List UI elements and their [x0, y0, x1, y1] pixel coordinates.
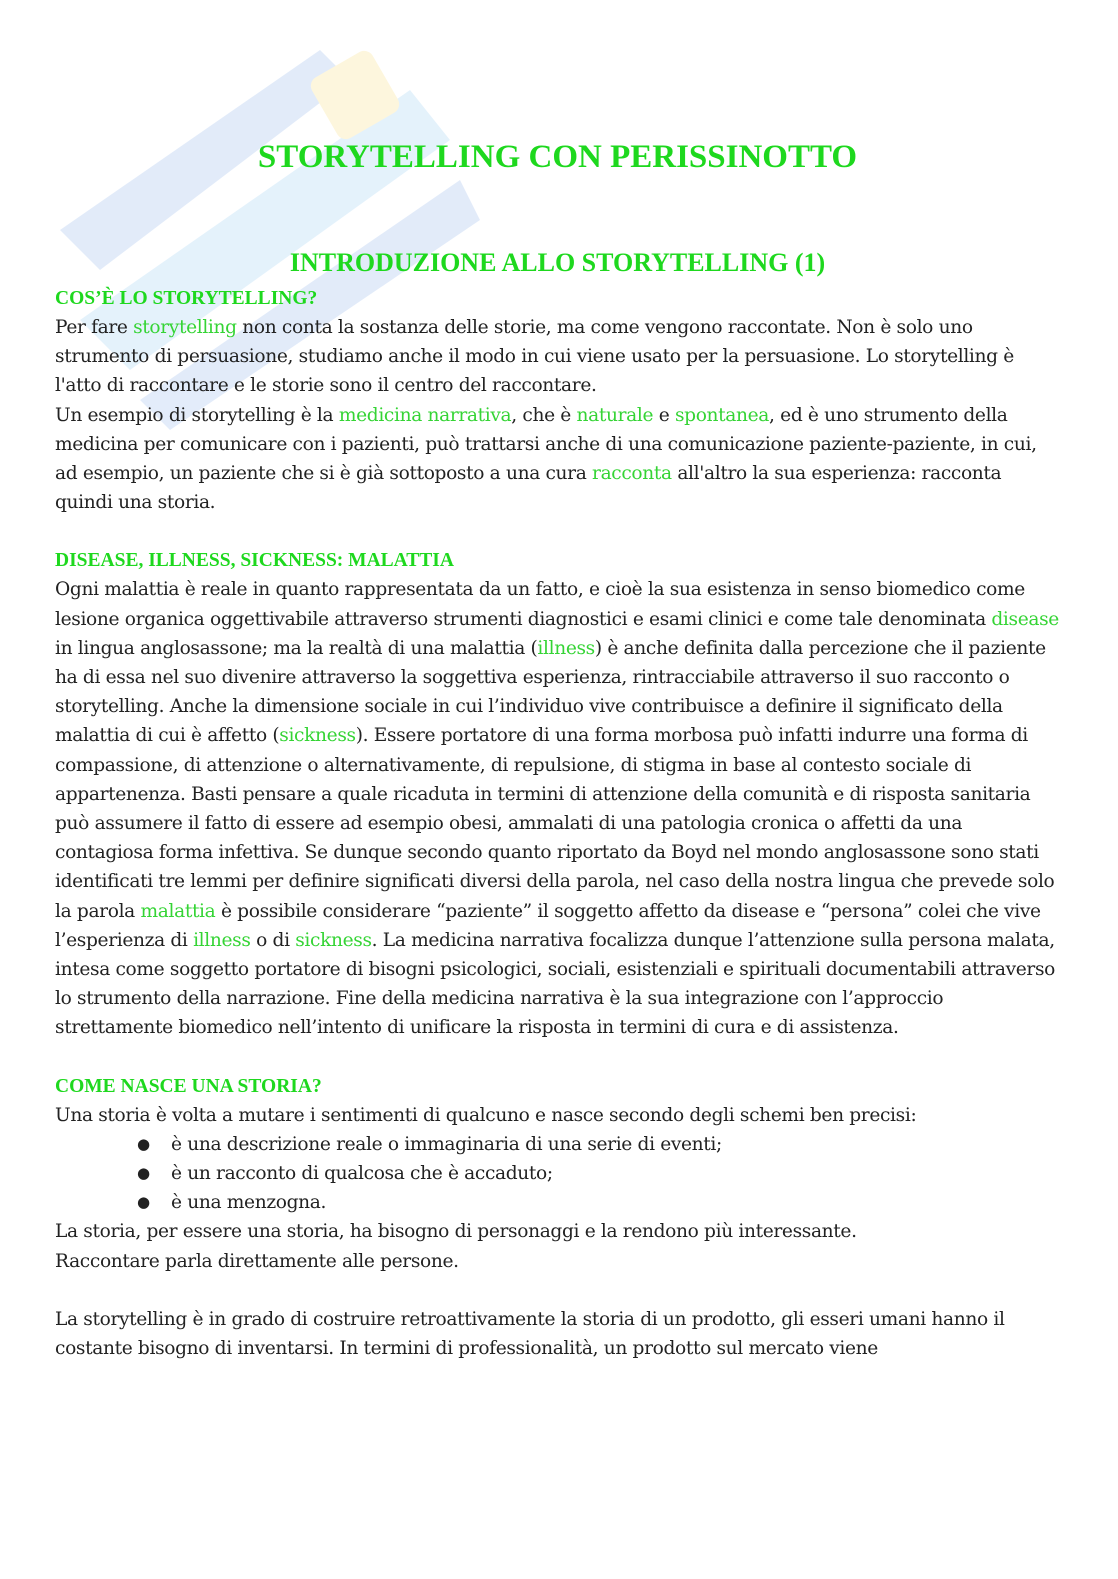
paragraph-raccontare: Raccontare parla direttamente alle persone. [55, 1250, 459, 1272]
document-title: STORYTELLING CON PERISSINOTTO [257, 139, 858, 175]
paragraph-personaggi: La storia, per essere una storia, ha bisogno di personaggi e la rendono più interessante. [55, 1221, 857, 1243]
bullet-list [55, 1130, 1060, 1218]
bullet-icon: ● [137, 1134, 150, 1153]
section-title: INTRODUZIONE ALLO STORYTELLING (1) [289, 248, 826, 277]
bullet-icon: ● [137, 1193, 150, 1212]
paragraph-prodotto: La storytelling è in grado di costruire retroattivamente la storia di un prodotto, gli esseri umani hanno il costante bisogno di inventarsi. In termini di professionalità, un prodotto sul mercato viene [55, 1308, 1005, 1360]
document-page [55, 130, 1060, 1363]
heading-disease-illness-sickness: DISEASE, ILLNESS, SICKNESS: MALATTIA [55, 550, 454, 572]
list-item: ● è una descrizione reale o immaginaria di una serie di eventi; [171, 1130, 1060, 1159]
paragraph-medicina-narrativa: Un esempio di storytelling è la medicina narrativa, che è naturale e spontanea, ed è uno strumento della medicina per comunicare con i pazienti, può trattarsi anche di una comunicazione paziente-paziente, in cui, ad esempio, un paziente che si è già sottoposto a una cura racconta all'altro la sua esperienza: racconta quindi una storia. [55, 404, 1037, 514]
heading-cos-e-storytelling: COS’È LO STORYTELLING? [55, 288, 318, 309]
paragraph-malattia: Ogni malattia è reale in quanto rappresentata da un fatto, e cioè la sua esistenza in senso biomedico come lesione organica oggettivabile attraverso strumenti diagnostici e esami clinici e come tale denominata disease in lingua anglosassone; ma la realtà di una malattia (illness) è anche definita dalla percezione che il paziente ha di essa nel suo divenire attraverso la soggettiva esperienza, rintracciabile attraverso il suo racconto o storytelling. Anche la dimensione sociale in cui l’individuo vive contribuisce a definire il significato della malattia di cui è affetto (sickness). Essere portatore di una forma morbosa può infatti indurre una forma di compassione, di attenzione o alternativamente, di repulsione, di stigma in base al contesto sociale di appartenenza. Basti pensare a quale ricaduta in termini di attenzione della comunità e di risposta sanitaria può assumere il fatto di essere ad esempio obesi, ammalati di una patologia cronica o affetti da una contagiosa forma infettiva. Se dunque secondo quanto riportato da Boyd nel mondo anglosassone sono stati identificati tre lemmi per definire significati diversi della parola, nel caso della nostra lingua che prevede solo la parola malattia è possibile considerare “paziente” il soggetto affetto da disease e “persona” colei che vive l’esperienza di illness o di sickness. La medicina narrativa focalizza dunque l’attenzione sulla persona malata, intesa come soggetto portatore di bisogni psicologici, sociali, esistenziali e spirituali documentabili attraverso lo strumento della narrazione. Fine della medicina narrativa è la sua integrazione con l’approccio strettamente biomedico nell’intento di unificare la risposta in termini di cura e di assistenza. [55, 579, 1059, 1039]
paragraph-storia-intro: Una storia è volta a mutare i sentimenti di qualcuno e nasce secondo degli schemi ben precisi: [55, 1104, 917, 1126]
paragraph-storytelling-definition: Per fare storytelling non conta la sostanza delle storie, ma come vengono raccontate. Non è solo uno strumento di persuasione, studiamo anche il modo in cui viene usato per la persuasione. Lo storytelling è l'atto di raccontare e le storie sono il centro del raccontare. [55, 317, 1014, 397]
list-item: ● è una menzogna. [171, 1188, 1060, 1217]
list-item: ● è un racconto di qualcosa che è accaduto; [171, 1159, 1060, 1188]
bullet-icon: ● [137, 1164, 150, 1183]
heading-come-nasce-storia: COME NASCE UNA STORIA? [55, 1075, 322, 1097]
